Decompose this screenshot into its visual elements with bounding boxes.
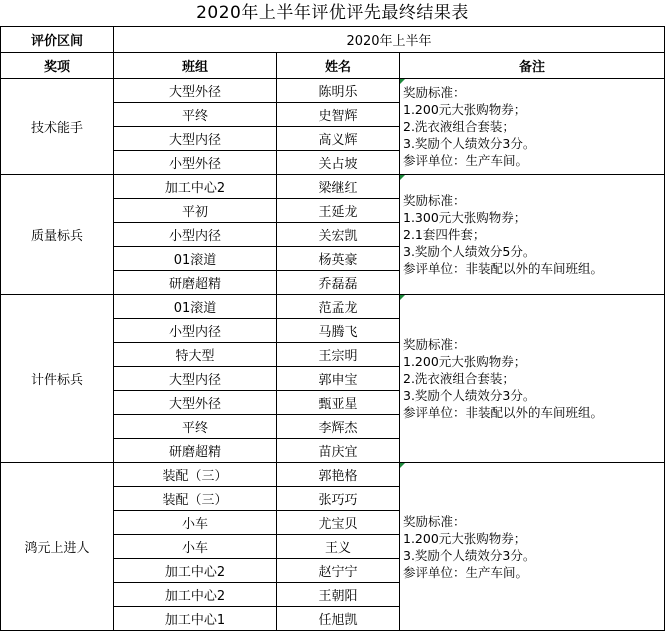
name-cell[interactable]: 甄亚星 — [277, 391, 400, 415]
name-cell[interactable]: 任旭凯 — [277, 607, 400, 631]
team-cell[interactable]: 装配（三） — [114, 487, 277, 511]
team-cell[interactable]: 小型外径 — [114, 151, 277, 175]
team-cell[interactable]: 小车 — [114, 511, 277, 535]
remark-line: 参评单位：非装配以外的车间班组。 — [403, 261, 604, 276]
team-cell[interactable]: 大型外径 — [114, 391, 277, 415]
remark-cell[interactable] — [400, 79, 665, 175]
team-cell[interactable]: 小型内径 — [114, 319, 277, 343]
name-cell[interactable]: 苗庆宜 — [277, 439, 400, 463]
remark-line: 1.200元大张购物券； — [403, 354, 527, 369]
name-cell[interactable]: 郭申宝 — [277, 367, 400, 391]
team-cell[interactable]: 平终 — [114, 103, 277, 127]
name-cell[interactable]: 李辉杰 — [277, 415, 400, 439]
name-cell[interactable]: 王朝阳 — [277, 583, 400, 607]
period-label-cell[interactable]: 评价区间 — [1, 27, 114, 53]
name-cell[interactable]: 乔磊磊 — [277, 271, 400, 295]
results-table — [0, 26, 665, 631]
team-cell[interactable]: 特大型 — [114, 343, 277, 367]
column-header-row — [1, 53, 665, 79]
team-cell[interactable]: 装配（三） — [114, 463, 277, 487]
name-cell[interactable]: 陈明乐 — [277, 79, 400, 103]
remark-line: 参评单位：生产车间。 — [403, 153, 529, 168]
team-cell[interactable]: 平初 — [114, 199, 277, 223]
name-cell[interactable]: 史智辉 — [277, 103, 400, 127]
remark-line: 奖励标准： — [403, 513, 466, 529]
table-row — [1, 175, 665, 199]
remark-line: 参评单位：生产车间。 — [403, 564, 529, 580]
period-value-cell[interactable]: 2020年上半年 — [114, 27, 665, 53]
remark-line: 1.200元大张购物券； — [403, 530, 527, 546]
remark-line: 奖励标准： — [403, 337, 466, 352]
team-cell[interactable]: 加工中心1 — [114, 607, 277, 631]
name-cell[interactable]: 尤宝贝 — [277, 511, 400, 535]
award-cell[interactable]: 计件标兵 — [1, 295, 114, 463]
team-cell[interactable]: 加工中心2 — [114, 583, 277, 607]
remark-cell[interactable] — [400, 295, 665, 463]
header-name[interactable]: 姓名 — [277, 53, 400, 79]
remark-line: 奖励标准： — [403, 85, 466, 100]
team-cell[interactable]: 平终 — [114, 415, 277, 439]
name-cell[interactable]: 梁继红 — [277, 175, 400, 199]
award-cell[interactable]: 鸿元上进人 — [1, 463, 114, 631]
table-row — [1, 463, 665, 487]
team-cell[interactable]: 大型内径 — [114, 127, 277, 151]
team-cell[interactable]: 01滚道 — [114, 247, 277, 271]
team-cell[interactable]: 大型外径 — [114, 79, 277, 103]
remark-line: 3.奖励个人绩效分3分。 — [403, 547, 536, 563]
team-cell[interactable]: 加工中心2 — [114, 559, 277, 583]
remark-line: 2.洗衣液组合套装； — [403, 371, 515, 386]
name-cell[interactable]: 马腾飞 — [277, 319, 400, 343]
team-cell[interactable]: 小型内径 — [114, 223, 277, 247]
remark-cell[interactable] — [400, 175, 665, 295]
team-cell[interactable]: 大型内径 — [114, 367, 277, 391]
remark-line: 1.200元大张购物券； — [403, 102, 527, 117]
header-remark[interactable]: 备注 — [400, 53, 665, 79]
team-cell[interactable]: 01滚道 — [114, 295, 277, 319]
team-cell[interactable]: 研磨超精 — [114, 271, 277, 295]
name-cell[interactable]: 张巧巧 — [277, 487, 400, 511]
remark-line: 参评单位：非装配以外的车间班组。 — [403, 405, 604, 420]
team-cell[interactable]: 研磨超精 — [114, 439, 277, 463]
remark-cell[interactable] — [400, 463, 665, 631]
results-table-body — [1, 27, 665, 631]
name-cell[interactable]: 关占坡 — [277, 151, 400, 175]
name-cell[interactable]: 高义辉 — [277, 127, 400, 151]
period-row — [1, 27, 665, 53]
team-cell[interactable]: 小车 — [114, 535, 277, 559]
remark-line: 1.300元大张购物券； — [403, 210, 527, 225]
name-cell[interactable]: 王宗明 — [277, 343, 400, 367]
table-row — [1, 79, 665, 103]
name-cell[interactable]: 杨英豪 — [277, 247, 400, 271]
name-cell[interactable]: 王义 — [277, 535, 400, 559]
award-cell[interactable]: 质量标兵 — [1, 175, 114, 295]
remark-line: 3.奖励个人绩效分3分。 — [403, 388, 536, 403]
name-cell[interactable]: 范孟龙 — [277, 295, 400, 319]
name-cell[interactable]: 郭艳格 — [277, 463, 400, 487]
remark-line: 3.奖励个人绩效分5分。 — [403, 244, 536, 259]
award-cell[interactable]: 技术能手 — [1, 79, 114, 175]
team-cell[interactable]: 加工中心2 — [114, 175, 277, 199]
header-team[interactable]: 班组 — [114, 53, 277, 79]
name-cell[interactable]: 赵宁宁 — [277, 559, 400, 583]
name-cell[interactable]: 王延龙 — [277, 199, 400, 223]
remark-line: 2.1套四件套； — [403, 227, 486, 242]
header-award[interactable]: 奖项 — [1, 53, 114, 79]
sheet-title: 2020年上半年评优评先最终结果表 — [196, 3, 469, 23]
table-row — [1, 295, 665, 319]
remark-line: 3.奖励个人绩效分3分。 — [403, 136, 536, 151]
remark-line: 2.洗衣液组合套装； — [403, 119, 515, 134]
name-cell[interactable]: 关宏凯 — [277, 223, 400, 247]
remark-line: 奖励标准： — [403, 193, 466, 208]
